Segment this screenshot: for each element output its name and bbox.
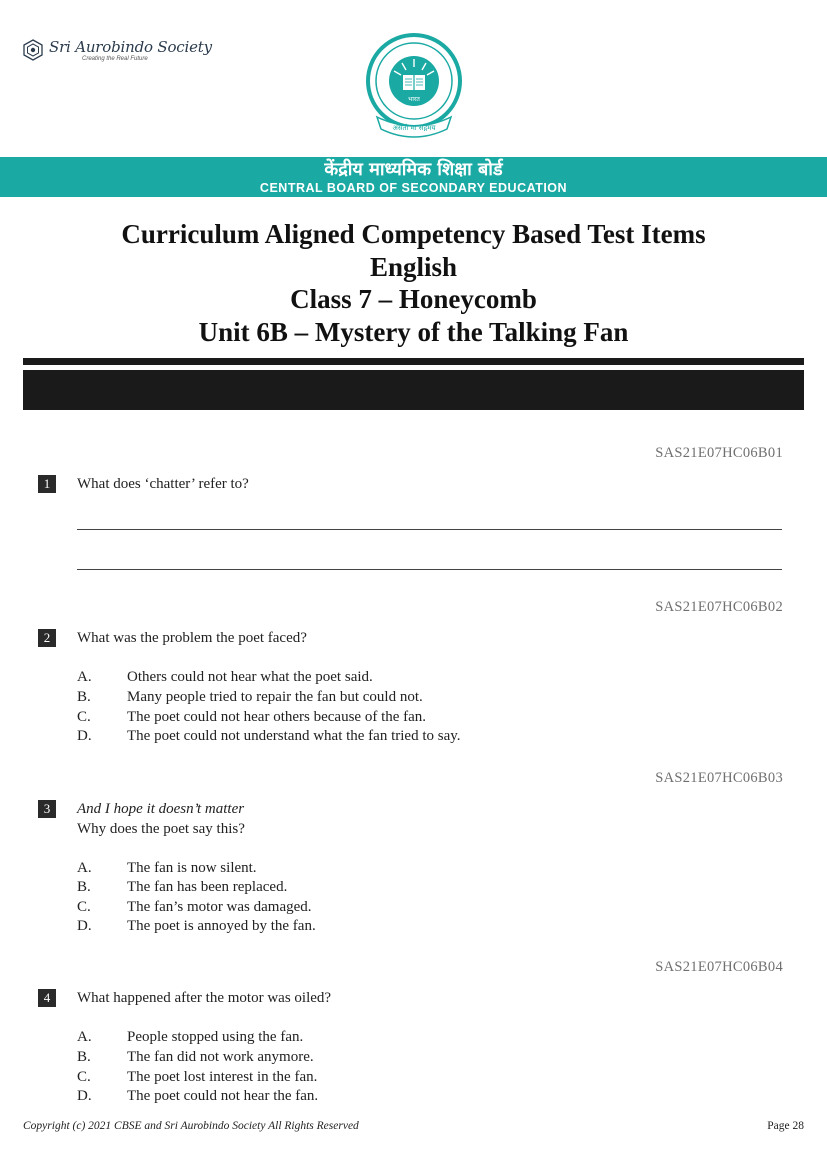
option-text[interactable]: The fan is now silent. xyxy=(127,860,257,876)
question-prompt: What was the problem the poet faced? xyxy=(77,630,307,646)
option-text[interactable]: The poet could not hear the fan. xyxy=(127,1088,319,1104)
option-letter: C. xyxy=(77,899,91,915)
question-number-badge: 1 xyxy=(38,475,56,493)
board-name-hindi: केंद्रीय माध्यमिक शिक्षा बोर्ड xyxy=(324,159,503,180)
option-text[interactable]: The poet could not hear others because of the fan. xyxy=(127,709,427,725)
option-letter: D. xyxy=(77,728,92,744)
option-letter: B. xyxy=(77,689,91,705)
option-letter: C. xyxy=(77,709,91,725)
option-text[interactable]: People stopped using the fan. xyxy=(127,1029,304,1045)
page-number: Page 28 xyxy=(767,1120,804,1132)
cbse-seal-icon xyxy=(365,33,463,143)
option-text[interactable]: The fan did not work anymore. xyxy=(127,1049,314,1065)
option-text[interactable]: The poet could not understand what the fan tried to say. xyxy=(127,728,461,744)
footer-copyright: Copyright (c) 2021 CBSE and Sri Aurobindo Society All Rights Reserved xyxy=(23,1120,359,1132)
option-letter: A. xyxy=(77,860,92,876)
seal-inner-text: भारत xyxy=(408,96,420,103)
question-number-badge: 3 xyxy=(38,800,56,818)
question-quote: And I hope it doesn’t matter xyxy=(77,801,245,817)
title-line-3: Class 7 – Honeycomb xyxy=(290,284,537,314)
option-letter: B. xyxy=(77,1049,91,1065)
item-code: SAS21E07HC06B02 xyxy=(655,599,783,615)
title-divider-bar xyxy=(23,370,804,410)
option-letter: D. xyxy=(77,1088,92,1104)
org-tagline: Creating the Real Future xyxy=(82,56,148,62)
option-letter: A. xyxy=(77,1029,92,1045)
question-prompt: What happened after the motor was oiled? xyxy=(77,990,332,1006)
question-prompt: Why does the poet say this? xyxy=(77,821,245,837)
document-title xyxy=(0,218,827,348)
option-text[interactable]: Others could not hear what the poet said. xyxy=(127,669,373,685)
item-code: SAS21E07HC06B04 xyxy=(655,959,783,975)
option-text[interactable]: The fan’s motor was damaged. xyxy=(127,899,312,915)
title-divider-thin xyxy=(23,358,804,365)
sri-aurobindo-society-logo-icon xyxy=(22,39,44,61)
title-line-4: Unit 6B – Mystery of the Talking Fan xyxy=(198,316,629,347)
option-text[interactable]: The poet lost interest in the fan. xyxy=(127,1069,318,1085)
option-letter: C. xyxy=(77,1069,91,1085)
option-text[interactable]: The fan has been replaced. xyxy=(127,879,288,895)
question-number-badge: 2 xyxy=(38,629,56,647)
title-line-2: English xyxy=(369,251,458,282)
org-name: Sri Aurobindo Society xyxy=(49,38,212,56)
option-letter: A. xyxy=(77,669,92,685)
sri-aurobindo-society-logo xyxy=(22,38,212,64)
option-text[interactable]: The poet is annoyed by the fan. xyxy=(127,918,316,934)
board-name-band xyxy=(0,157,827,197)
item-code: SAS21E07HC06B03 xyxy=(655,770,783,786)
answer-line[interactable] xyxy=(77,569,782,570)
option-letter: D. xyxy=(77,918,92,934)
answer-line[interactable] xyxy=(77,529,782,530)
option-text[interactable]: Many people tried to repair the fan but could not. xyxy=(127,689,423,705)
option-letter: B. xyxy=(77,879,91,895)
question-prompt: What does ‘chatter’ refer to? xyxy=(77,476,249,492)
item-code: SAS21E07HC06B01 xyxy=(655,445,783,461)
board-name-english: CENTRAL BOARD OF SECONDARY EDUCATION xyxy=(259,181,568,195)
title-line-1: Curriculum Aligned Competency Based Test Items xyxy=(121,219,706,249)
seal-motto: असतो मा सद्गमय xyxy=(392,124,436,132)
question-number-badge: 4 xyxy=(38,989,56,1007)
